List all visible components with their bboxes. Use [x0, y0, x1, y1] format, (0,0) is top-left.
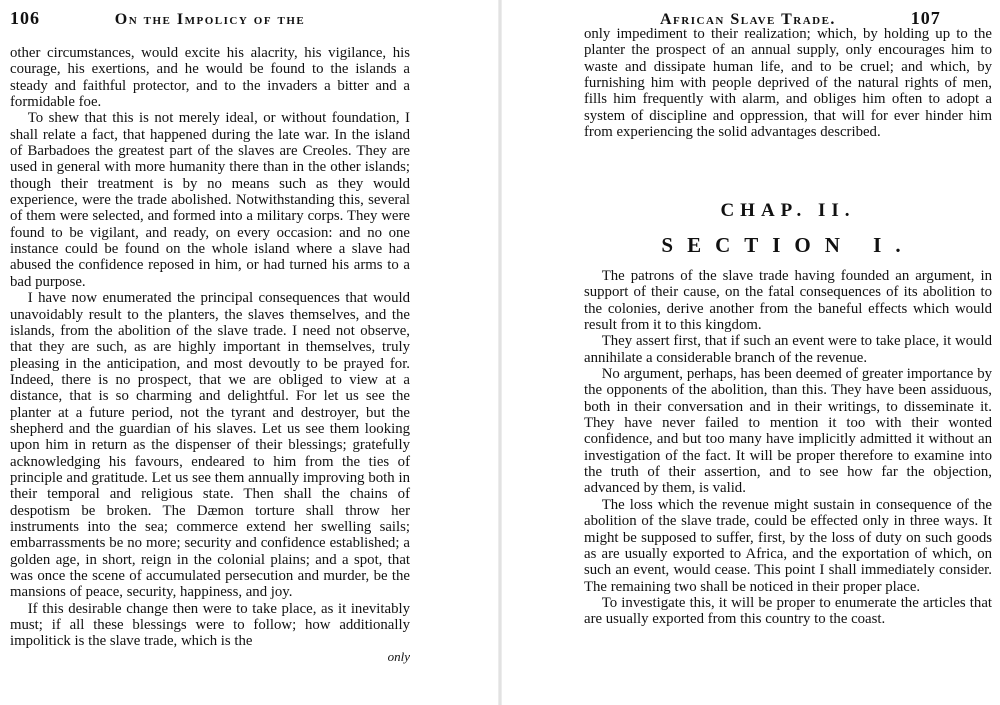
- section-heading: SECTION I.: [661, 233, 915, 257]
- left-page-body: [10, 45, 410, 664]
- left-running-head: On the Impolicy of the: [114, 11, 306, 28]
- right-page: [500, 0, 1000, 705]
- right-page-top-body: [584, 26, 992, 140]
- paragraph: The loss which the revenue might sustain in consequence of the abolition of the slave trade, could be effected only in three ways. It might be supposed to suffer, first, by the loss of duty on such goods as are usually exported to Africa, and the exportation of which, on such an event, would cease. This point I shall immediately consider. The remaining two shall be noticed in their proper place.: [584, 496, 992, 595]
- paragraph: other circumstances, would excite his alacrity, his vigilance, his courage, his exertions, and he would be found to the islands a steady and faithful protector, and to the invaders a bitter and a formidable foe.: [10, 45, 410, 111]
- right-running-head: African Slave Trade.: [660, 11, 836, 28]
- paragraph: To shew that this is not merely ideal, or without foundation, I shall relate a fact, that happened during the late war. In the island of Barbadoes the greatest part of the slaves are Creoles. They are used in general with more humanity there than in the other islands; though their treatment is by no means such as they would experience, were the trade abolished. Notwithstanding this, several of them were selected, and formed into a military corps. They were found to be vigilant, and ready, on every occasion: and no one instance could be found on the whole island where a slave had abused the confidence reposed in him, or had turned his arms to a bad purpose.: [10, 110, 410, 290]
- paragraph: No argument, perhaps, has been deemed of greater importance by the opponents of the abolition, than this. They have been assiduous, both in their conversation and in their writings, to disseminate it. They have never failed to mention it too with their wonted confidence, and but too many have implicitly admitted it without an investigation of the fact. It will be proper therefore to examine into the truth of their assertion, and to see how far the objection, advanced by them, is valid.: [584, 366, 992, 497]
- right-page-number: 107: [910, 8, 941, 28]
- right-page-section-body: [584, 268, 992, 628]
- paragraph: The patrons of the slave trade having founded an argument, in support of their cause, on the fatal consequences of its abolition to the colonies, derive another from the baneful effects which would result from it to this kingdom.: [584, 268, 992, 334]
- catchword: only: [387, 648, 410, 664]
- paragraph: To investigate this, it will be proper to enumerate the articles that are usually exported from this country to the coast.: [584, 594, 992, 628]
- paragraph: They assert first, that if such an event were to take place, it would annihilate a considerable branch of the revenue.: [584, 333, 992, 366]
- left-page-number: 106: [10, 8, 40, 28]
- chapter-heading: CHAP. II.: [720, 200, 856, 221]
- paragraph: only impediment to their realization; which, by holding up to the planter the prospect of an annual supply, only encourages him to waste and dissipate human life, and to be cruel; and which, by furnishing him with people deprived of the natural rights of men, fills him frequently with alarm, and obliges him often to adopt a system of discipline and oppression, that will for ever hinder him from experiencing the solid advantages described.: [584, 26, 992, 141]
- paragraph: If this desirable change then were to take place, as it inevitably must; if all these blessings were to follow; how additionally impolitick is the slave trade, which is the: [10, 600, 410, 650]
- paragraph: I have now enumerated the principal consequences that would unavoidably result to the planters, the slaves themselves, and the islands, from the abolition of the slave trade. I need not observe, that they are such, as are highly important in themselves, truly pleasing in the anticipation, and most devoutly to be prayed for. Indeed, there is no prospect, that we are obliged to view at a distance, that is so charming and delightful. For let us see the planter at a future period, not the tyrant and destroyer, but the shepherd and the guardian of his slaves. Let us see them looking upon him in return as the dispenser of their blessings; gratefully acknowledging his favours, endeared to him from the ties of principle and gratitude. Let us see them annually improving both in their temporal and religious state. Then shall the chains of despotism be broken. The Dæmon torture shall throw her instruments into the sea; commerce extend her swelling sails; embarrassments be no more; security and confidence established; a golden age, in short, reign in the colonial plains; and a spot, that was once the scene of accumulated persecution and murder, be the mansions of peace, security, happiness, and joy.: [10, 290, 410, 601]
- left-header: [10, 8, 305, 29]
